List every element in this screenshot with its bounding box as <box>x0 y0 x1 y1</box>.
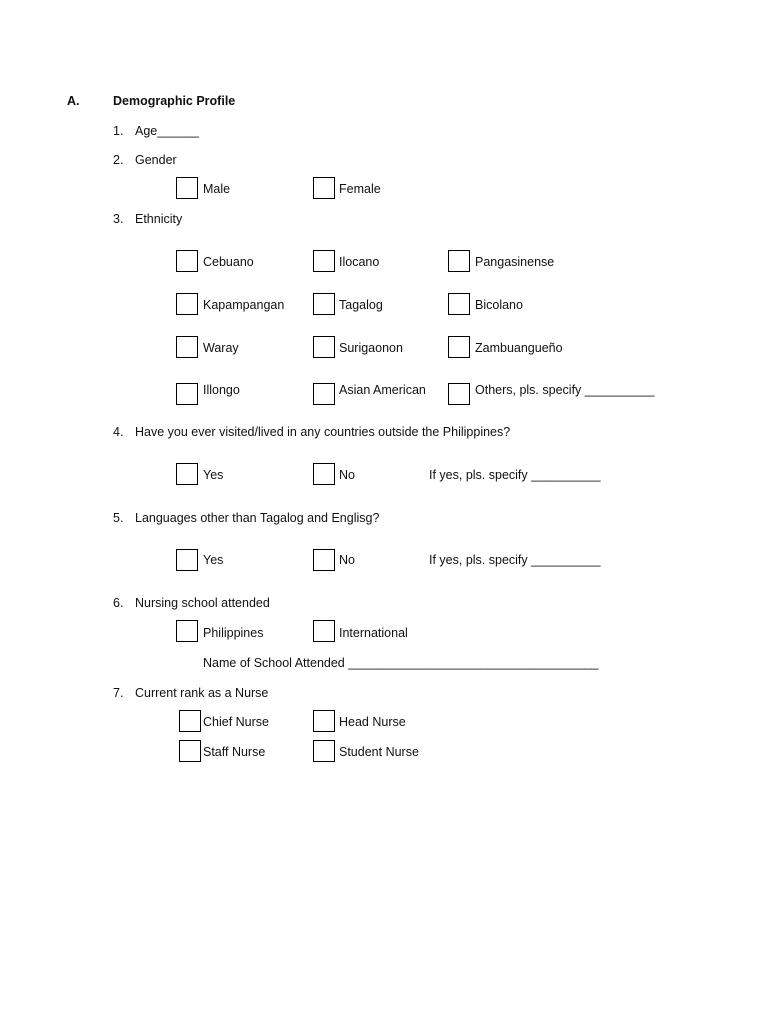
school-name-field[interactable]: Name of School Attended ____________________________________ <box>203 656 599 670</box>
option-student-nurse: Student Nurse <box>339 745 419 759</box>
option-female: Female <box>339 182 381 196</box>
option-international: International <box>339 626 408 640</box>
q2-gender-label: Gender <box>135 153 177 167</box>
q5-number: 5. <box>113 511 124 525</box>
section-letter: A. <box>67 94 80 108</box>
checkbox-male[interactable] <box>176 177 198 199</box>
q2-number: 2. <box>113 153 124 167</box>
q1-number: 1. <box>113 124 124 138</box>
checkbox-head-nurse[interactable] <box>313 710 335 732</box>
checkbox-staff-nurse[interactable] <box>179 740 201 762</box>
option-q5-no: No <box>339 553 355 567</box>
checkbox-pangasinense[interactable] <box>448 250 470 272</box>
q4-number: 4. <box>113 425 124 439</box>
checkbox-q5-no[interactable] <box>313 549 335 571</box>
q5-specify-field[interactable]: If yes, pls. specify __________ <box>429 553 601 567</box>
checkbox-illongo[interactable] <box>176 383 198 405</box>
q7-rank-label: Current rank as a Nurse <box>135 686 269 700</box>
option-cebuano: Cebuano <box>203 255 254 269</box>
checkbox-ilocano[interactable] <box>313 250 335 272</box>
checkbox-q4-yes[interactable] <box>176 463 198 485</box>
checkbox-philippines[interactable] <box>176 620 198 642</box>
option-q5-yes: Yes <box>203 553 224 567</box>
option-chief-nurse: Chief Nurse <box>203 715 269 729</box>
checkbox-waray[interactable] <box>176 336 198 358</box>
option-others-specify: Others, pls. specify __________ <box>475 383 655 397</box>
checkbox-others[interactable] <box>448 383 470 405</box>
option-pangasinense: Pangasinense <box>475 255 555 269</box>
option-tagalog: Tagalog <box>339 298 383 312</box>
checkbox-zambuangueno[interactable] <box>448 336 470 358</box>
checkbox-chief-nurse[interactable] <box>179 710 201 732</box>
q3-number: 3. <box>113 212 124 226</box>
option-q4-no: No <box>339 468 355 482</box>
checkbox-q4-no[interactable] <box>313 463 335 485</box>
option-zambuangueno: Zambuangueño <box>475 341 563 355</box>
section-title: Demographic Profile <box>113 94 236 108</box>
q6-school-label: Nursing school attended <box>135 596 270 610</box>
checkbox-tagalog[interactable] <box>313 293 335 315</box>
q4-visited-label: Have you ever visited/lived in any countries outside the Philippines? <box>135 425 511 439</box>
option-waray: Waray <box>203 341 239 355</box>
checkbox-asian-american[interactable] <box>313 383 335 405</box>
option-ilocano: Ilocano <box>339 255 380 269</box>
q6-number: 6. <box>113 596 124 610</box>
option-philippines: Philippines <box>203 626 264 640</box>
option-male: Male <box>203 182 231 196</box>
checkbox-female[interactable] <box>313 177 335 199</box>
checkbox-kapampangan[interactable] <box>176 293 198 315</box>
q7-number: 7. <box>113 686 124 700</box>
option-bicolano: Bicolano <box>475 298 523 312</box>
checkbox-bicolano[interactable] <box>448 293 470 315</box>
option-illongo: Illongo <box>203 383 240 397</box>
option-surigaonon: Surigaonon <box>339 341 403 355</box>
option-head-nurse: Head Nurse <box>339 715 406 729</box>
checkbox-international[interactable] <box>313 620 335 642</box>
option-asian-american: Asian American <box>339 383 426 397</box>
option-q4-yes: Yes <box>203 468 224 482</box>
q1-age-label: Age______ <box>135 124 199 138</box>
q5-languages-label: Languages other than Tagalog and Englisg? <box>135 511 380 525</box>
q3-ethnicity-label: Ethnicity <box>135 212 183 226</box>
option-kapampangan: Kapampangan <box>203 298 285 312</box>
checkbox-student-nurse[interactable] <box>313 740 335 762</box>
q4-specify-field[interactable]: If yes, pls. specify __________ <box>429 468 601 482</box>
checkbox-q5-yes[interactable] <box>176 549 198 571</box>
checkbox-cebuano[interactable] <box>176 250 198 272</box>
checkbox-surigaonon[interactable] <box>313 336 335 358</box>
option-staff-nurse: Staff Nurse <box>203 745 266 759</box>
